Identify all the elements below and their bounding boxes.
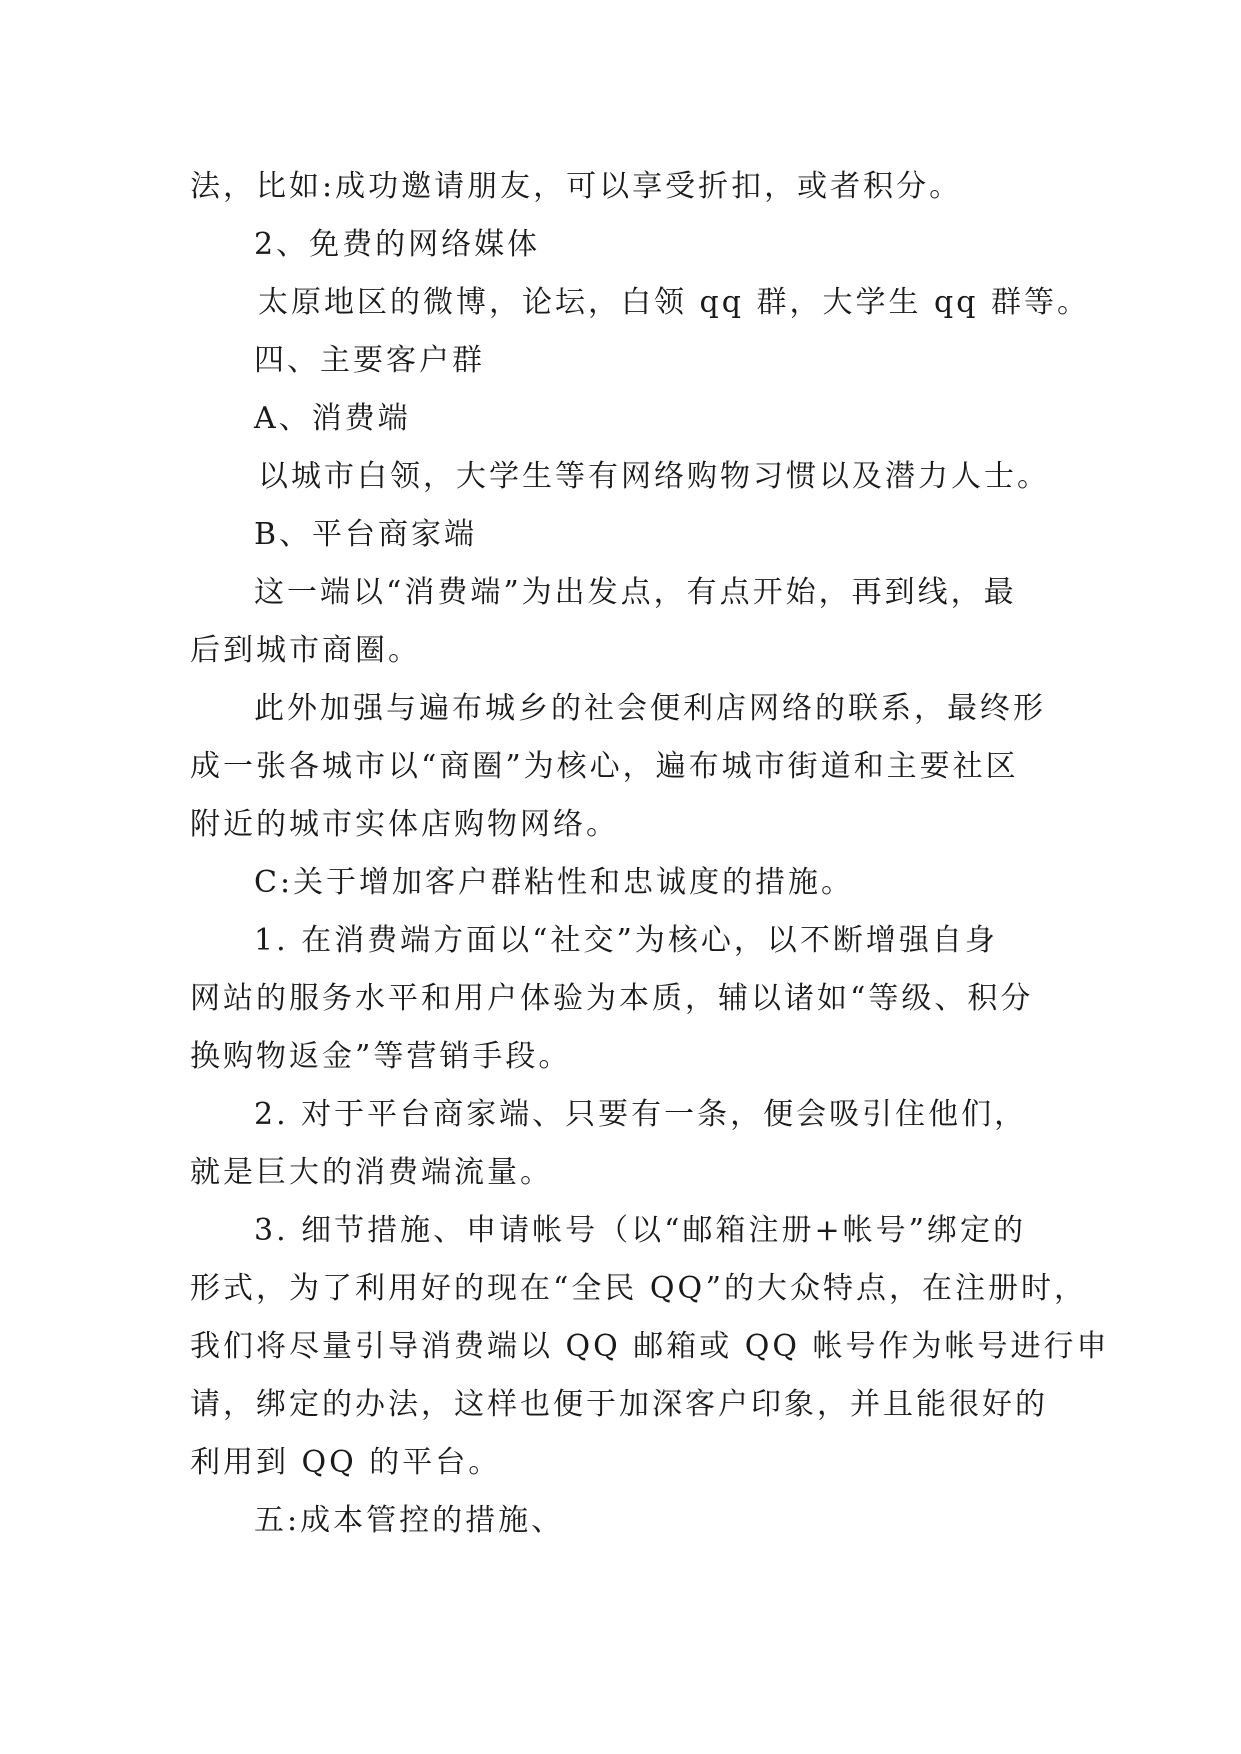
section-heading: B、平台商家端 [254,517,478,552]
text-line: 法，比如:成功邀请朋友，可以享受折扣，或者积分。 [190,169,963,204]
text-line: 太原地区的微博，论坛，白领 qq 群，大学生 qq 群等。 [258,285,1090,320]
section-heading: A、消费端 [254,401,411,436]
text-line: 附近的城市实体店购物网络。 [190,807,619,842]
text-line: 换购物返金”等营销手段。 [190,1039,572,1074]
text-line: 3. 细节措施、申请帐号（以“邮箱注册+帐号”绑定的 [254,1213,1026,1248]
section-heading: 五:成本管控的措施、 [254,1503,565,1538]
text-line: 形式，为了利用好的现在“全民 QQ”的大众特点，在注册时， [190,1271,1087,1306]
section-heading: C:关于增加客户群粘性和忠诚度的措施。 [254,865,855,900]
text-line: 网站的服务水平和用户体验为本质，辅以诸如“等级、积分 [190,981,1034,1016]
text-line: 我们将尽量引导消费端以 QQ 邮箱或 QQ 帐号作为帐号进行申 [190,1329,1110,1364]
text-line: 就是巨大的消费端流量。 [190,1155,553,1190]
text-line: 成一张各城市以“商圈”为核心，遍布城市街道和主要社区 [190,749,1019,784]
text-line: 请，绑定的办法，这样也便于加深客户印象，并且能很好的 [190,1387,1048,1422]
text-line: 以城市白领，大学生等有网络购物习惯以及潜力人士。 [258,459,1050,494]
text-line: 利用到 QQ 的平台。 [190,1445,502,1480]
text-line: 2. 对于平台商家端、只要有一条，便会吸引住他们， [254,1097,1028,1132]
section-heading: 四、主要客户群 [254,343,485,378]
text-line: 这一端以“消费端”为出发点，有点开始，再到线，最 [254,575,1017,610]
section-heading: 2、免费的网络媒体 [254,227,541,262]
text-line: 后到城市商圈。 [190,633,421,668]
text-line: 此外加强与遍布城乡的社会便利店网络的联系，最终形 [254,691,1046,726]
text-line: 1. 在消费端方面以“社交”为核心，以不断增强自身 [254,923,998,958]
